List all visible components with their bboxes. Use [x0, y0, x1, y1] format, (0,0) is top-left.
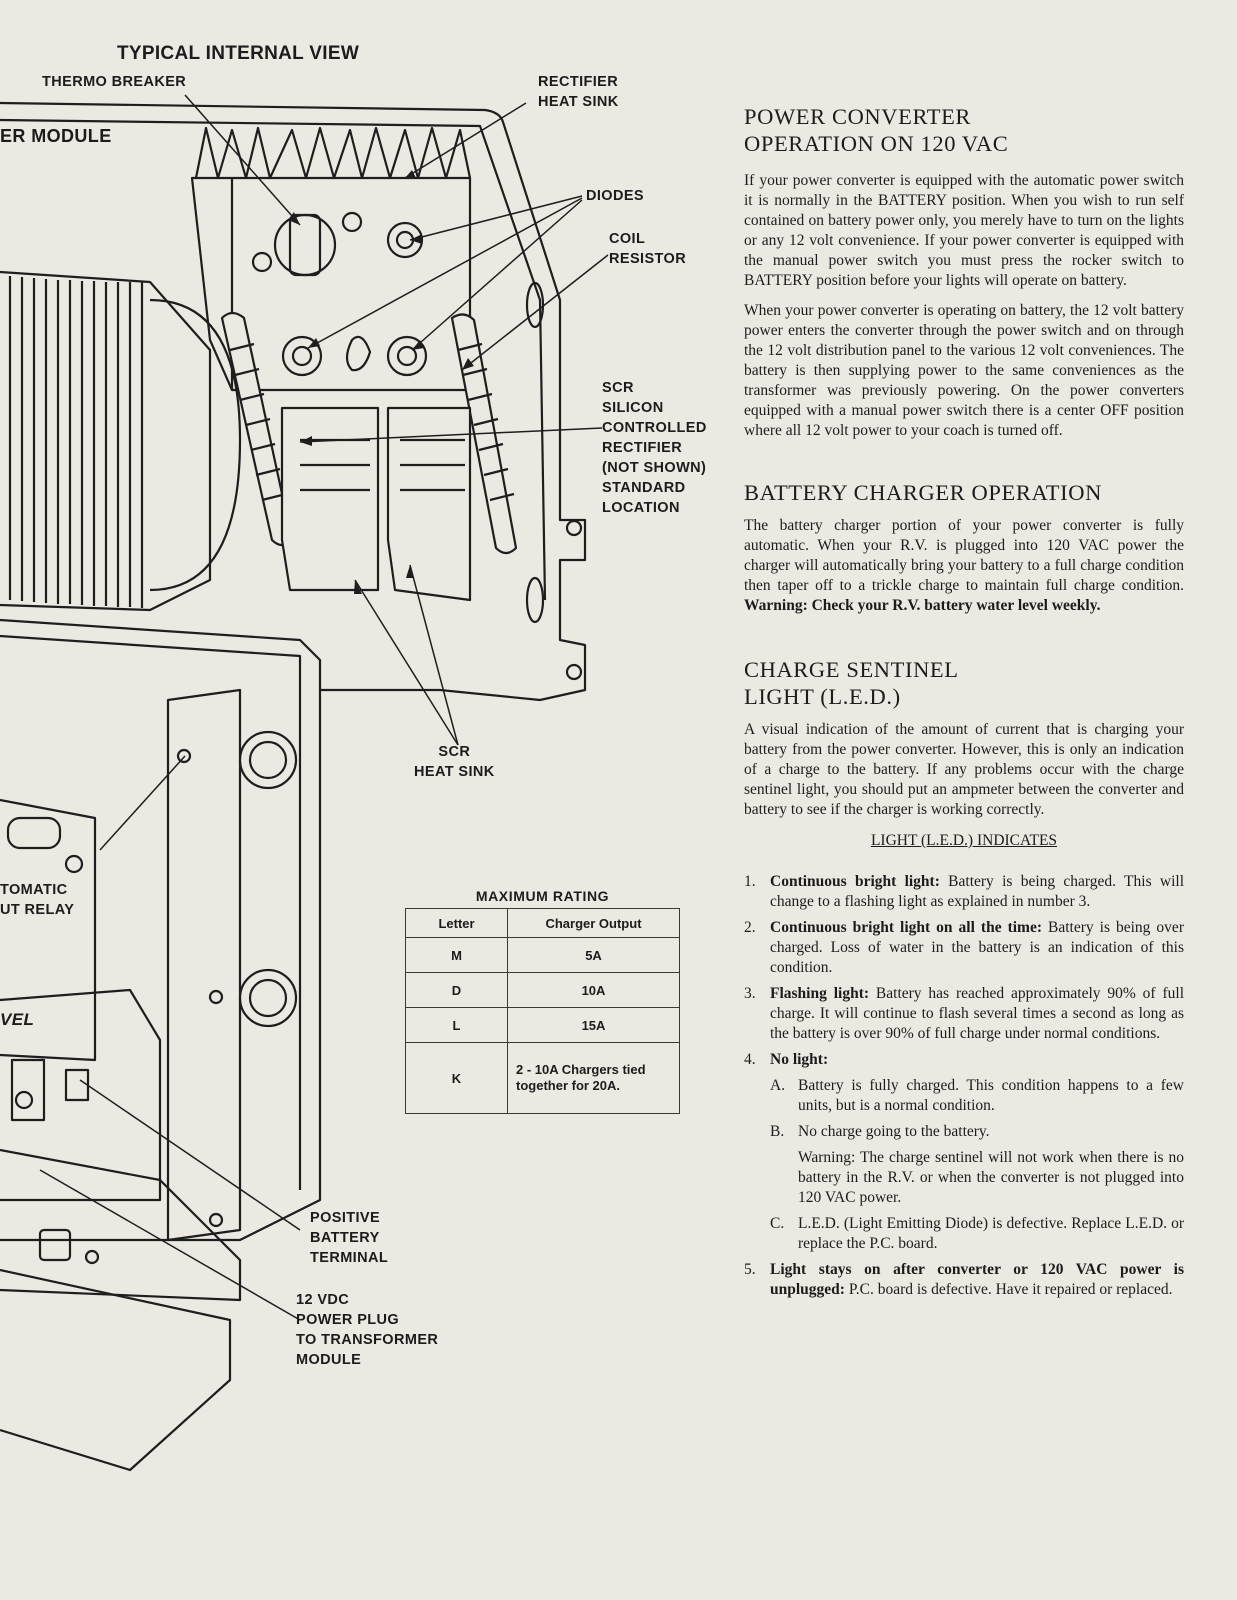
- diagram-title: TYPICAL INTERNAL VIEW: [117, 43, 360, 64]
- sub-list-item: B. No charge going to the battery.: [770, 1123, 990, 1140]
- cell-output: 10A: [508, 973, 680, 1008]
- power-paragraph-2: When your power converter is operating on battery, the 12 volt battery power enters the converter through the power switch and on through the 12 volt distribution panel to the various 12 volt conveniences. The battery is then supplying power to the same conveniences as the transformer was previously powering. On the power converters equipped with a manual power switch there is a center OFF position where all 12 volt power to your coach is turned off.: [744, 302, 1184, 439]
- charger-paragraph: The battery charger portion of your power converter is fully automatic. When your R.V. is plugged into 120 VAC power the charger will automatically bring your battery to a full charge condition then taper off to a trickle charge to maintain full charge condition. Warning: Check your R.V. battery water level weekly.: [744, 517, 1184, 614]
- max-rating-table: [405, 888, 680, 1114]
- table-row: [406, 1008, 680, 1043]
- table-caption: MAXIMUM RATING: [475, 888, 610, 904]
- cell-output: 5A: [508, 938, 680, 973]
- cell-output: 2 - 10A Chargers tied together for 20A.: [508, 1043, 680, 1114]
- text-column: [744, 103, 1184, 1300]
- charger-warning: Warning: Check your R.V. battery water level weekly.: [744, 597, 1101, 614]
- sub-list-item: A. Battery is fully charged. This condition happens to a few units, but is a normal condition.: [770, 1077, 1184, 1114]
- cell-output: 15A: [508, 1008, 680, 1043]
- list-item: 5. Light stays on after converter or 120 VAC power is unplugged: P.C. board is defective. Have it repaired or replaced.: [744, 1261, 1184, 1298]
- sub-warning: Warning: The charge sentinel will not work when there is no battery in the R.V. or when the converter is not plugged into 120 VAC power.: [798, 1149, 1184, 1206]
- cell-letter: L: [406, 1008, 508, 1043]
- list-item: 1. Continuous bright light: Battery is being charged. This will change to a flashing light as explained in number 3.: [744, 873, 1184, 910]
- header-letter: Letter: [406, 909, 508, 938]
- table-row: [406, 973, 680, 1008]
- heading-battery-charger: BATTERY CHARGER OPERATION: [744, 480, 1102, 505]
- label-rectifier-heat-sink: RECTIFIER HEAT SINK: [538, 74, 619, 110]
- table-row: [406, 1043, 680, 1114]
- label-panel-partial: VEL: [0, 1010, 35, 1029]
- label-module-partial: ER MODULE: [0, 126, 112, 146]
- rating-table-grid: [405, 908, 680, 1114]
- table-header-row: [406, 909, 680, 938]
- label-scr-heat-sink: SCR HEAT SINK: [414, 744, 495, 780]
- label-thermo-breaker: THERMO BREAKER: [42, 74, 187, 90]
- thermo-breaker: [275, 215, 335, 275]
- label-positive-battery-terminal: POSITIVE BATTERY TERMINAL: [310, 1210, 389, 1266]
- label-scr: SCR SILICON CONTROLLED RECTIFIER (NOT SHOWN) STANDARD LOCATION: [602, 380, 707, 516]
- label-coil-resistor: COIL RESISTOR: [609, 231, 687, 267]
- list-item: 4. No light:: [744, 1051, 829, 1068]
- cell-letter: D: [406, 973, 508, 1008]
- cell-letter: K: [406, 1043, 508, 1114]
- list-item: 2. Continuous bright light on all the time: Battery is being over charged. Loss of water in the battery is an indication of this condition.: [744, 919, 1184, 976]
- cell-letter: M: [406, 938, 508, 973]
- scr-heat-sink-1: [282, 408, 378, 590]
- list-item: 3. Flashing light: Battery has reached approximately 90% of full charge. It will continue to flash several times a second as long as the battery is over 90% of full charge under normal conditions.: [744, 985, 1184, 1042]
- table-row: [406, 938, 680, 973]
- header-charger-output: Charger Output: [508, 909, 680, 938]
- heading-power-converter: POWER CONVERTER OPERATION ON 120 VAC: [744, 104, 1009, 156]
- label-power-plug: 12 VDC POWER PLUG TO TRANSFORMER MODULE: [296, 1292, 439, 1368]
- heading-charge-sentinel: CHARGE SENTINEL LIGHT (L.E.D.): [744, 657, 959, 709]
- label-relay-partial: TOMATIC UT RELAY: [0, 882, 75, 918]
- sub-list-item: C. L.E.D. (Light Emitting Diode) is defective. Replace L.E.D. or replace the P.C. board.: [770, 1215, 1184, 1252]
- power-paragraph-1: If your power converter is equipped with the automatic power switch it is normally in the BATTERY position. When you wish to run self contained on battery power only, you merely have to turn on the lights or any 12 volt convenience. If your power converter is equipped with the manual power switch you must press the rocker switch to BATTERY position before your lights will operate on battery.: [744, 172, 1184, 289]
- sentinel-paragraph: A visual indication of the amount of current that is charging your battery from the power converter. However, this is only an indication of a charge to the battery. If any problems occur with the charge sentinel light, you should put an ampmeter between the converter and battery to see if the charger is working correctly.: [744, 721, 1184, 818]
- label-diodes: DIODES: [586, 188, 644, 204]
- sentinel-subheading: LIGHT (L.E.D.) INDICATES: [870, 832, 1058, 849]
